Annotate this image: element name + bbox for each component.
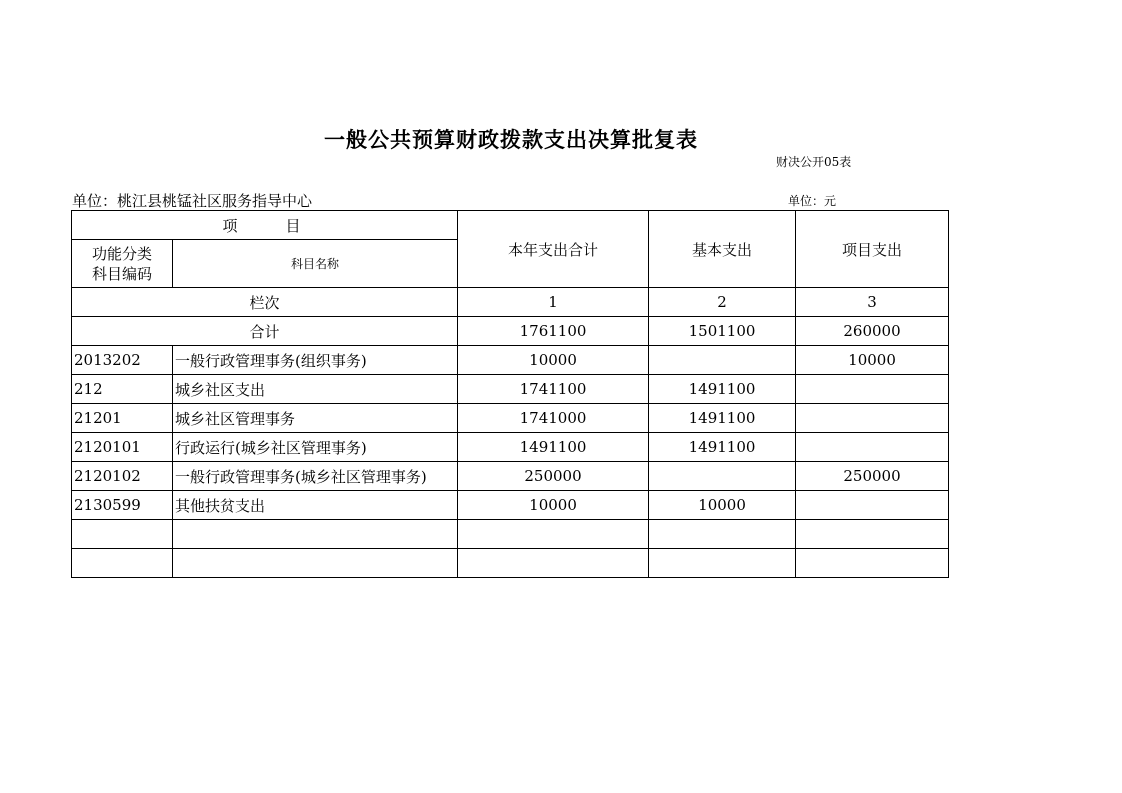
total-expense-cell: 10000 <box>458 491 649 520</box>
subject-name-header: 科目名称 <box>173 240 458 288</box>
project-expense-cell: 10000 <box>796 346 949 375</box>
project-expense-cell <box>796 404 949 433</box>
table-row <box>72 375 949 404</box>
currency-unit: 单位：元 <box>788 194 837 208</box>
func-code-cell <box>72 549 173 578</box>
project-expense-cell <box>796 433 949 462</box>
total-expense-cell <box>458 520 649 549</box>
project-expense-cell: 250000 <box>796 462 949 491</box>
subject-name-cell: 一般行政管理事务(组织事务) <box>173 346 458 375</box>
table-row <box>72 346 949 375</box>
subject-name-cell: 其他扶贫支出 <box>173 491 458 520</box>
table-row <box>72 520 949 549</box>
project-expense-sum: 260000 <box>796 317 949 346</box>
func-code-cell <box>72 520 173 549</box>
table-row <box>72 462 949 491</box>
func-code-cell: 21201 <box>72 404 173 433</box>
column-index-row <box>72 288 949 317</box>
total-expense-cell: 250000 <box>458 462 649 491</box>
table-row <box>72 491 949 520</box>
project-expense-cell <box>796 375 949 404</box>
project-header-label: 项 目 <box>222 216 307 235</box>
total-expense-cell: 10000 <box>458 346 649 375</box>
func-code-cell: 2013202 <box>72 346 173 375</box>
basic-expense-cell <box>649 520 796 549</box>
total-expense-cell <box>458 549 649 578</box>
project-expense-cell <box>796 520 949 549</box>
basic-expense-cell: 1491100 <box>649 433 796 462</box>
subject-name-cell <box>173 549 458 578</box>
project-expense-header: 项目支出 <box>796 211 949 288</box>
func-code-header-line2: 科目编码 <box>91 264 152 283</box>
total-row <box>72 317 949 346</box>
table-row <box>72 433 949 462</box>
func-code-cell: 212 <box>72 375 173 404</box>
document-title: 一般公共预算财政拨款支出决算批复表 <box>324 127 698 152</box>
table-row <box>72 404 949 433</box>
subject-name-cell <box>173 520 458 549</box>
total-label: 合计 <box>72 317 458 346</box>
project-header <box>72 211 458 240</box>
func-code-header-line1: 功能分类 <box>91 244 152 263</box>
unit-name: 单位：桃江县桃锰社区服务指导中心 <box>72 192 313 210</box>
func-code-cell: 2120102 <box>72 462 173 491</box>
subject-name-cell: 一般行政管理事务(城乡社区管理事务) <box>173 462 458 491</box>
basic-expense-cell <box>649 462 796 491</box>
project-expense-cell <box>796 549 949 578</box>
subject-name-cell: 城乡社区管理事务 <box>173 404 458 433</box>
subject-name-cell: 城乡社区支出 <box>173 375 458 404</box>
project-expense-cell <box>796 491 949 520</box>
basic-expense-header: 基本支出 <box>649 211 796 288</box>
basic-expense-sum: 1501100 <box>649 317 796 346</box>
total-expense-header: 本年支出合计 <box>458 211 649 288</box>
column-index-2: 2 <box>649 288 796 317</box>
basic-expense-cell: 10000 <box>649 491 796 520</box>
table-row <box>72 549 949 578</box>
basic-expense-cell <box>649 346 796 375</box>
column-index-3: 3 <box>796 288 949 317</box>
budget-approval-table <box>71 210 949 578</box>
basic-expense-cell <box>649 549 796 578</box>
func-code-cell: 2120101 <box>72 433 173 462</box>
column-index-1: 1 <box>458 288 649 317</box>
form-code: 财决公开05表 <box>776 155 852 169</box>
subject-name-cell: 行政运行(城乡社区管理事务) <box>173 433 458 462</box>
total-expense-sum: 1761100 <box>458 317 649 346</box>
basic-expense-cell: 1491100 <box>649 375 796 404</box>
func-code-cell: 2130599 <box>72 491 173 520</box>
column-index-label: 栏次 <box>72 288 458 317</box>
total-expense-cell: 1741000 <box>458 404 649 433</box>
total-expense-cell: 1741100 <box>458 375 649 404</box>
total-expense-cell: 1491100 <box>458 433 649 462</box>
func-code-header <box>72 240 173 288</box>
header-row <box>72 211 949 240</box>
basic-expense-cell: 1491100 <box>649 404 796 433</box>
